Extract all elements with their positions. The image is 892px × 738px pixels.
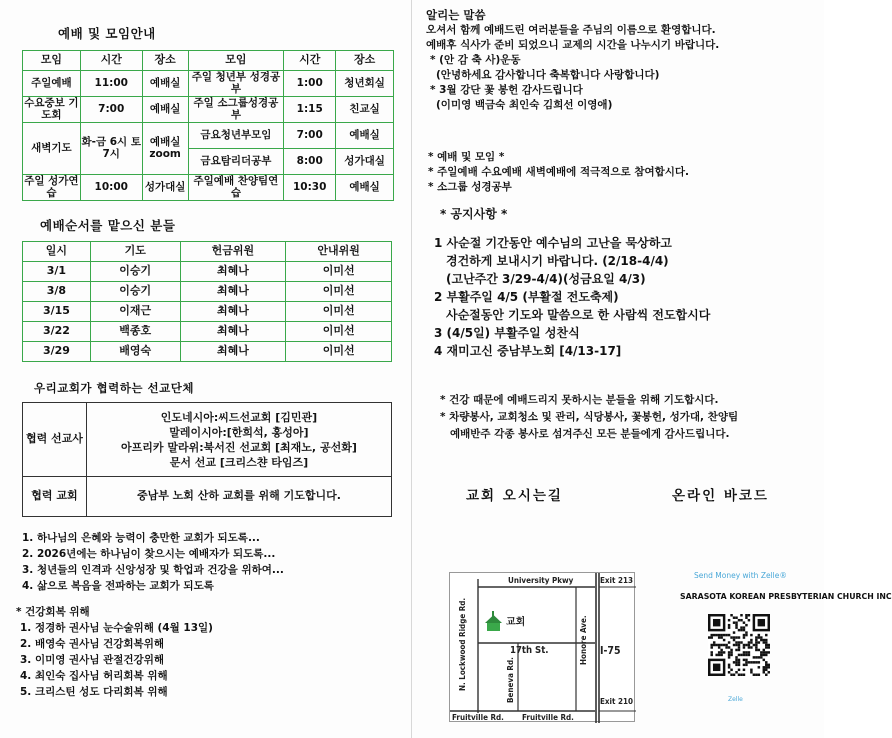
servers-cell: 이미선 (286, 262, 392, 282)
announce-line: 경건하게 보내시기 바랍니다. (2/18-4/4) (446, 254, 669, 268)
list-item: 1. 정경하 권사님 눈수술위해 (4월 13일) (20, 622, 213, 634)
map-label-beneva: Beneva Rd. (506, 657, 515, 703)
map-label-17th: 17th St. (510, 645, 549, 656)
prayer-list (22, 530, 284, 594)
worship-cell: 7:00 (80, 97, 142, 123)
servers-cell: 최혜나 (180, 342, 286, 362)
qr-code-icon[interactable] (708, 614, 770, 676)
map-label-honore: Honore Ave. (579, 615, 588, 665)
notice-line: (이미영 백금숙 최인숙 김희선 이영애) (436, 99, 613, 111)
map-label-exit210: Exit 210 (600, 697, 633, 706)
map-label-church: 교회 (506, 617, 526, 628)
servers-cell: 이미선 (286, 342, 392, 362)
thanks-line: 예배반주 각종 봉사로 섬겨주신 모든 분들에게 감사드립니다. (450, 428, 730, 440)
servers-row (23, 282, 392, 302)
servers-cell: 최혜나 (180, 282, 286, 302)
mission-label: 협력 선교사 (23, 403, 87, 477)
mission-row (23, 477, 392, 517)
church-name: SARASOTA KOREAN PRESBYTERIAN CHURCH INC (680, 592, 892, 601)
servers-header: 헌금위원 (180, 242, 286, 262)
worship-cell: 예배실 (336, 175, 394, 201)
worship-cell: 주일 청년부 성경공부 (188, 71, 284, 97)
worship-cell: 성가대실 (336, 149, 394, 175)
thanks-line: * 건강 때문에 예배드리지 못하시는 분들을 위해 기도합시다. (440, 394, 719, 406)
servers-title: 예배순서를 맡으신 분들 (40, 218, 176, 233)
worship-cell: 주일 성가연습 (24, 174, 79, 199)
servers-row (23, 262, 392, 282)
worship-title: 예배 및 모임안내 (58, 26, 156, 41)
servers-row (23, 342, 392, 362)
map-label-exit213: Exit 213 (600, 576, 633, 585)
meeting-line: * 주일예배 수요예배 새벽예배에 적극적으로 참여합시다. (428, 166, 690, 178)
announce-line: (고난주간 3/29-4/4)(성금요일 4/3) (446, 272, 646, 286)
health-title: * 건강회복 위해 (16, 606, 90, 618)
mission-row (23, 403, 392, 477)
notice-line: 예배후 식사가 준비 되었으니 교제의 시간을 나누시기 바랍니다. (426, 39, 720, 51)
mission-church: 중남부 노회 산하 교회를 위해 기도합니다. (86, 477, 391, 517)
servers-header-row (23, 242, 392, 262)
servers-cell: 이승기 (90, 282, 180, 302)
announce-line: 2 부활주일 4/5 (부활절 전도축제) (434, 290, 619, 304)
notice-title: 알리는 말씀 (426, 8, 486, 22)
thanks-line: * 차량봉사, 교회청소 및 관리, 식당봉사, 꽃봉헌, 성가대, 찬양팀 (440, 411, 739, 423)
list-item: 4. 최인숙 집사님 허리회복 위해 (20, 670, 168, 682)
worship-cell: 금요탐리더공부 (188, 149, 284, 175)
servers-cell: 이미선 (286, 322, 392, 342)
zelle-caption: Send Money with Zelle® (694, 571, 787, 580)
mission-missionaries (86, 403, 391, 477)
fold-line (411, 0, 412, 738)
notice-line: * (안 감 축 사)운동 (430, 54, 521, 66)
meeting-line: * 소그룹 성경공부 (428, 181, 512, 193)
list-item: 4. 삶으로 복음을 전파하는 교회가 되도록 (22, 580, 214, 592)
online-barcode (680, 568, 892, 718)
announce-line: 4 재미고신 중남부노회 [4/13-17] (434, 344, 622, 358)
worship-cell: 예배실 (142, 71, 188, 97)
servers-cell: 3/8 (23, 282, 91, 302)
zelle-logo-text: Zelle (728, 696, 743, 703)
meeting-line: * 예배 및 모임 * (428, 151, 505, 163)
servers-cell: 이재근 (90, 302, 180, 322)
servers-cell: 3/1 (23, 262, 91, 282)
church-icon (484, 611, 506, 633)
worship-cell: 예배실 (336, 123, 394, 149)
worship-header-row (23, 51, 394, 71)
servers-cell: 3/29 (23, 342, 91, 362)
worship-cell: 8:00 (284, 149, 336, 175)
notice-line: * 3월 강단 꽃 봉헌 감사드립니다 (430, 84, 583, 96)
servers-cell: 최혜나 (180, 302, 286, 322)
mission-title: 우리교회가 협력하는 선교단체 (34, 381, 194, 395)
worship-cell: 10:00 (80, 175, 142, 201)
list-item: 2. 2026년에는 하나님이 찾으시는 예배자가 되도록... (22, 548, 276, 560)
servers-header: 기도 (90, 242, 180, 262)
announce-line: 3 (4/5일) 부활주일 성찬식 (434, 326, 580, 340)
directions-map (449, 572, 635, 722)
servers-cell: 3/22 (23, 322, 91, 342)
directions-title: 교회 오시는길 (466, 488, 563, 504)
worship-table (22, 50, 394, 201)
map-label-lockwood: N. Lockwood Ridge Rd. (458, 597, 467, 691)
announce-line: 1 사순절 기간동안 예수님의 고난을 묵상하고 (434, 236, 672, 250)
map-label-university: University Pkwy (508, 576, 574, 585)
notice-line: (안녕하세요 감사합니다 축복합니다 사랑합니다) (436, 69, 660, 81)
servers-cell: 이미선 (286, 302, 392, 322)
mission-line: 문서 선교 [크리스챤 타임즈] (169, 455, 309, 469)
worship-cell: 성가대실 (142, 175, 188, 201)
meeting-section (428, 150, 689, 195)
worship-cell: 청년회실 (336, 71, 394, 97)
list-item: 3. 이미영 권사님 관절건강위해 (20, 654, 164, 666)
worship-cell: 11:00 (80, 71, 142, 97)
thanks-section (440, 392, 738, 443)
worship-row (23, 175, 394, 201)
servers-cell: 이미선 (286, 282, 392, 302)
worship-cell: 예배실 (142, 97, 188, 123)
worship-header: 장소 (142, 51, 188, 71)
worship-cell: 예배실 zoom (142, 123, 188, 175)
worship-cell: 금요청년부모임 (188, 123, 284, 149)
map-label-i75: I-75 (600, 645, 621, 657)
notice-section (426, 8, 719, 113)
mission-label: 협력 교회 (23, 477, 87, 517)
list-item: 5. 크리스틴 성도 다리회복 위해 (20, 686, 168, 698)
worship-header: 시간 (284, 51, 336, 71)
worship-header: 모임 (23, 51, 81, 71)
servers-row (23, 302, 392, 322)
worship-cell: 새벽기도 (23, 123, 81, 175)
worship-cell: 화-금 6시 토 7시 (80, 123, 142, 175)
worship-cell: 주일 소그룹성경공부 (188, 97, 284, 123)
worship-cell: 친교실 (336, 97, 394, 123)
list-item: 1. 하나님의 은혜와 능력이 충만한 교회가 되도록... (22, 532, 260, 544)
announce-title: * 공지사항 * (440, 207, 508, 221)
servers-cell: 배영숙 (90, 342, 180, 362)
health-list (16, 604, 213, 700)
worship-row (23, 97, 394, 123)
servers-cell: 최혜나 (180, 322, 286, 342)
worship-cell: 수요중보 기도회 (24, 96, 79, 121)
servers-cell: 이승기 (90, 262, 180, 282)
worship-cell: 1:00 (284, 71, 336, 97)
list-item: 3. 청년들의 인격과 신앙성장 및 학업과 건강을 위하여... (22, 564, 284, 576)
worship-cell: 주일예배 (23, 71, 81, 97)
worship-row (23, 123, 394, 149)
worship-header: 모임 (188, 51, 284, 71)
servers-row (23, 322, 392, 342)
notice-line: 오셔서 함께 예배드린 여러분들을 주님의 이름으로 환영합니다. (426, 24, 716, 36)
mission-line: 인도네시아:씨드선교회 [김민관] (160, 410, 318, 424)
worship-cell: 10:30 (284, 175, 336, 201)
servers-table (22, 241, 392, 362)
worship-header: 장소 (336, 51, 394, 71)
mission-line: 말레이시아:[한희석, 홍성아] (169, 425, 309, 439)
worship-row (23, 71, 394, 97)
servers-header: 안내위원 (286, 242, 392, 262)
servers-cell: 백종호 (90, 322, 180, 342)
map-label-fruitville-right: Fruitville Rd. (522, 713, 574, 722)
announce-section (434, 234, 710, 360)
worship-cell: 7:00 (284, 123, 336, 149)
servers-cell: 최혜나 (180, 262, 286, 282)
servers-cell: 3/15 (23, 302, 91, 322)
worship-cell: 주일예배 찬양팀연습 (188, 175, 284, 201)
map-label-fruitville-left: Fruitville Rd. (452, 713, 504, 722)
barcode-title: 온라인 바코드 (672, 488, 769, 504)
worship-header: 시간 (80, 51, 142, 71)
worship-cell: 1:15 (284, 97, 336, 123)
mission-table (22, 402, 392, 517)
servers-header: 일시 (23, 242, 91, 262)
announce-line: 사순절동안 기도와 말씀으로 한 사람씩 전도합시다 (446, 308, 711, 322)
list-item: 2. 배영숙 권사님 건강회복위해 (20, 638, 164, 650)
mission-line: 아프리카 말라위:북서진 선교회 [최재노, 공선화] (121, 440, 357, 454)
